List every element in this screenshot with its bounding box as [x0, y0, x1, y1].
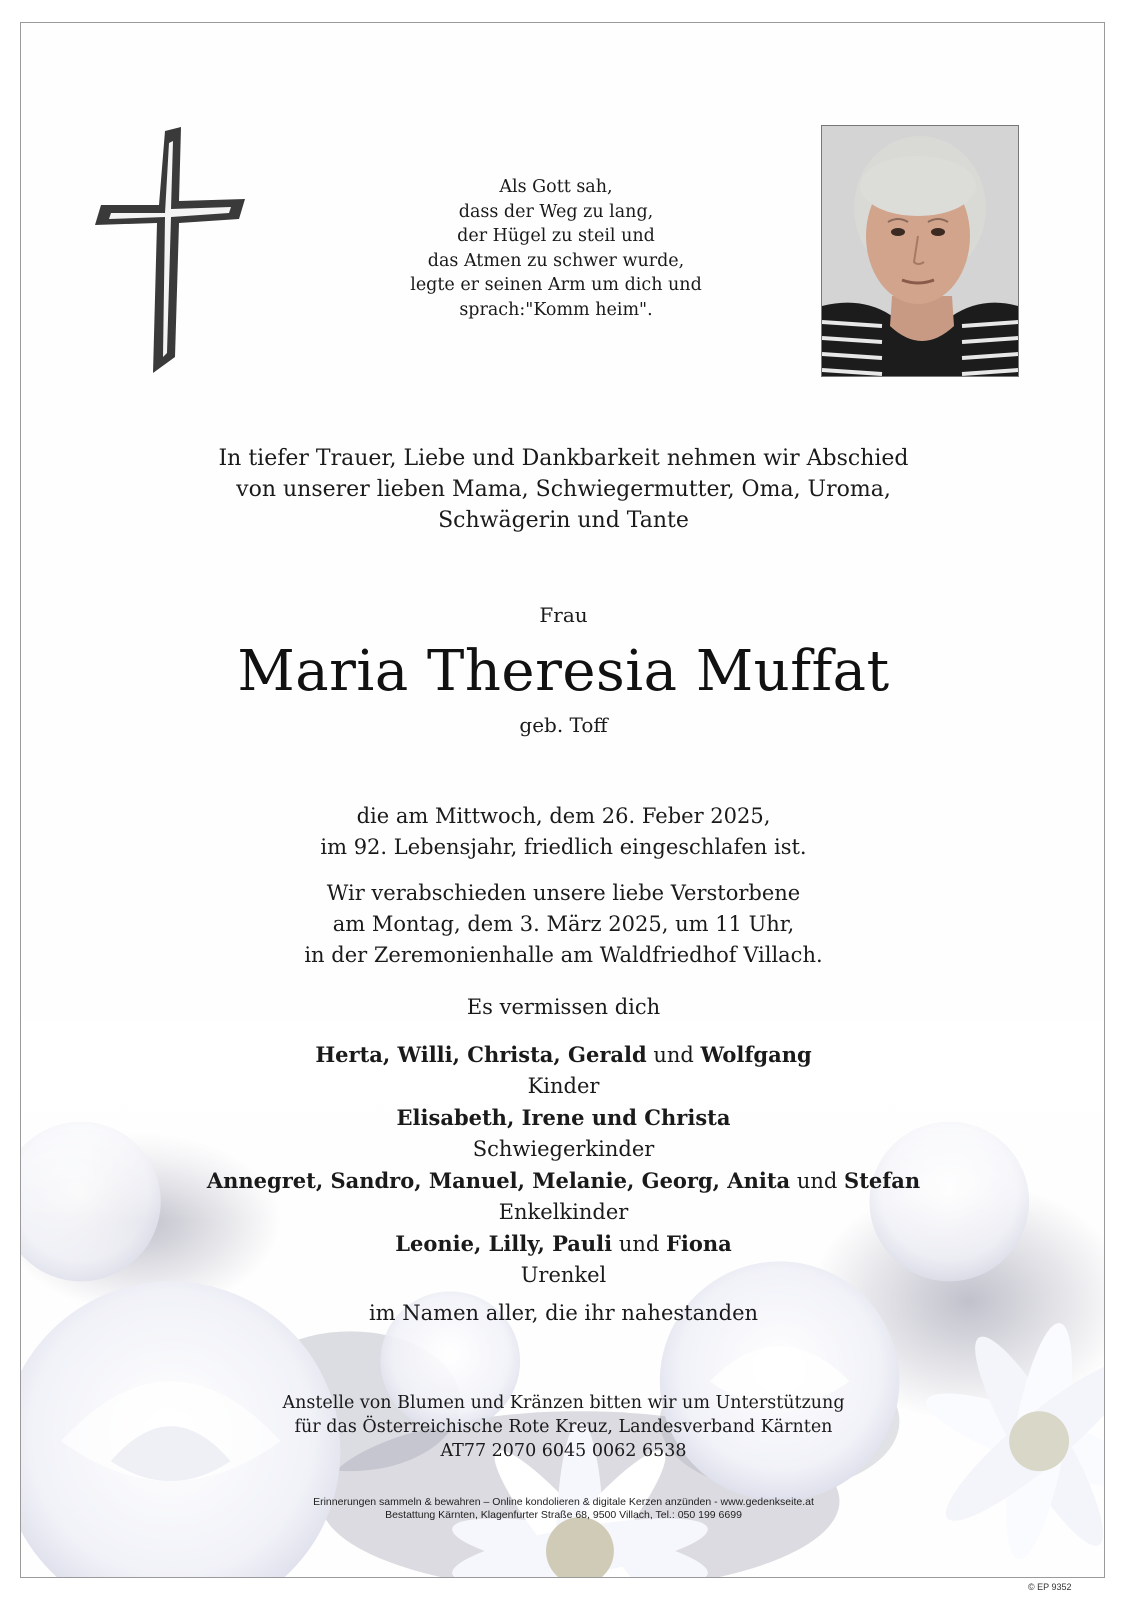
- closing-text: im Namen aller, die ihr nahestanden: [368, 1301, 759, 1325]
- portrait-photo: [821, 125, 1019, 377]
- missing-label: Es vermissen dich: [466, 995, 661, 1019]
- poem-line: legte er seinen Arm um dich und: [410, 275, 702, 295]
- conjunction: und: [618, 1232, 660, 1256]
- poem-line: Als Gott sah,: [499, 177, 613, 197]
- donation-iban: AT77 2070 6045 0062 6538: [440, 1441, 687, 1461]
- family-names: Fiona: [666, 1231, 732, 1256]
- footer: [21, 1496, 1105, 1522]
- family-role: Kinder: [527, 1074, 600, 1098]
- children-names: [21, 1039, 1105, 1071]
- poem-line: das Atmen zu schwer wurde,: [427, 250, 685, 271]
- family-names: Herta, Willi, Christa, Gerald: [315, 1042, 647, 1067]
- family-role: Enkelkinder: [498, 1200, 629, 1224]
- service-info-line: in der Zeremonienhalle am Waldfriedhof Villach.: [304, 943, 823, 967]
- footer-line: Erinnerungen sammeln & bewahren – Online kondolieren & digitale Kerzen anzünden - www.gedenkseite.at: [313, 1496, 814, 1508]
- death-info-line: die am Mittwoch, dem 26. Feber 2025,: [356, 804, 771, 828]
- salutation: Frau: [539, 603, 588, 627]
- family-role: Schwiegerkinder: [472, 1137, 655, 1161]
- deceased-name: Maria Theresia Muffat: [237, 639, 890, 704]
- great-grandchildren-names: [21, 1228, 1105, 1260]
- service-info: [21, 878, 1105, 971]
- donation-info: [21, 1391, 1105, 1463]
- in-laws-names: [21, 1102, 1105, 1134]
- death-info: [21, 801, 1105, 863]
- intro-line: von unserer lieben Mama, Schwiegermutter, Oma, Uroma,: [236, 477, 891, 502]
- service-info-line: am Montag, dem 3. März 2025, um 11 Uhr,: [332, 912, 795, 936]
- family-names: Stefan: [844, 1168, 921, 1193]
- intro-line: Schwägerin und Tante: [438, 508, 689, 533]
- family-list: [21, 1039, 1105, 1291]
- family-role: Urenkel: [520, 1263, 607, 1287]
- intro-line: In tiefer Trauer, Liebe und Dankbarkeit nehmen wir Abschied: [218, 446, 909, 471]
- donation-line: für das Österreichische Rote Kreuz, Landesverband Kärnten: [294, 1417, 833, 1437]
- family-names: Wolfgang: [700, 1042, 812, 1067]
- birth-name: geb. Toff: [519, 713, 608, 737]
- conjunction: und: [653, 1043, 694, 1067]
- family-names: Leonie, Lilly, Pauli: [395, 1231, 613, 1256]
- donation-line: Anstelle von Blumen und Kränzen bitten wir um Unterstützung: [282, 1393, 845, 1413]
- poem-line: der Hügel zu steil und: [457, 226, 655, 246]
- cross-icon: [95, 127, 250, 377]
- family-names: Elisabeth, Irene und Christa: [396, 1105, 731, 1130]
- copyright: © EP 9352: [1028, 1582, 1072, 1592]
- intro-text: [21, 443, 1105, 536]
- obituary-card: [20, 22, 1105, 1578]
- poem: [351, 175, 761, 322]
- poem-line: dass der Weg zu lang,: [458, 201, 654, 222]
- family-names: Annegret, Sandro, Manuel, Melanie, Georg, Anita: [206, 1168, 791, 1193]
- conjunction: und: [796, 1169, 838, 1193]
- poem-line: sprach:"Komm heim".: [459, 299, 653, 320]
- death-info-line: im 92. Lebensjahr, friedlich eingeschlafen ist.: [320, 835, 807, 859]
- grandchildren-names: [21, 1165, 1105, 1197]
- footer-line: Bestattung Kärnten, Klagenfurter Straße 68, 9500 Villach, Tel.: 050 199 6699: [385, 1509, 742, 1521]
- service-info-line: Wir verabschieden unsere liebe Verstorbene: [326, 881, 801, 905]
